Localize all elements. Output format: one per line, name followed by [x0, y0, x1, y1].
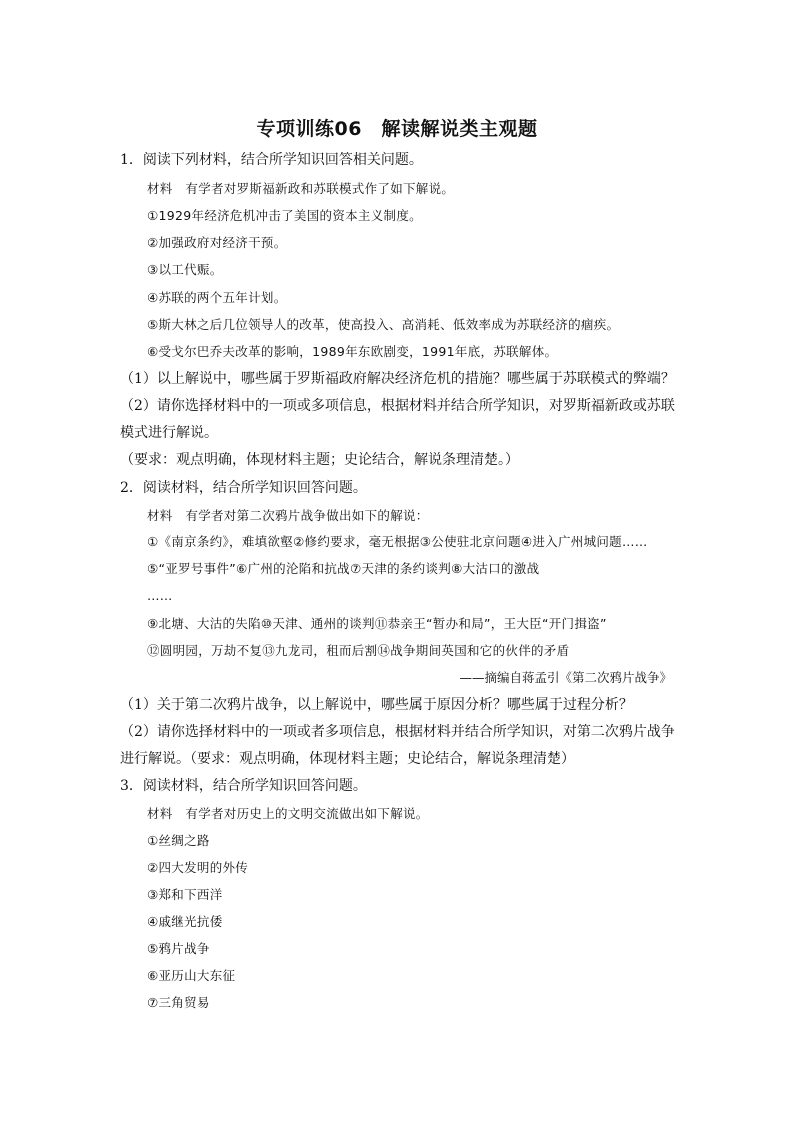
q2-material-line: ①《南京条约》，难填欲壑②修约要求，毫无根据③公使驻北京问题④进入广州城问题…… — [147, 534, 648, 549]
q2-material-line: …… — [147, 588, 173, 603]
q2-material-line: ⑤“亚罗号事件”⑥广州的沦陷和抗战⑦天津的条约谈判⑧大沽口的激战 — [147, 561, 540, 576]
q1-subquestion-1: （1）以上解说中，哪些属于罗斯福政府解决经济危机的措施？哪些属于苏联模式的弊端？ — [120, 371, 675, 387]
q1-material-intro: 材料 有学者对罗斯福新政和苏联模式作了如下解说。 — [147, 181, 455, 196]
q3-item: ①丝绸之路 — [147, 833, 210, 848]
q2-stem: 2．阅读材料，结合所学知识回答问题。 — [120, 480, 367, 496]
q3-item: ⑥亚历山大东征 — [147, 968, 236, 983]
q1-item: ⑥受戈尔巴乔夫改革的影响，1989年东欧剧变，1991年底，苏联解体。 — [147, 344, 558, 359]
q3-material-intro: 材料 有学者对历史上的文明交流做出如下解说。 — [147, 806, 429, 821]
q1-item: ②加强政府对经济干预。 — [147, 235, 287, 250]
q1-subquestion-2: （2）请你选择材料中的一项或多项信息，根据材料并结合所学知识，对罗斯福新政或苏联 — [120, 398, 675, 414]
q2-source: ——摘编自蒋孟引《第二次鸦片战争》 — [459, 670, 672, 685]
q2-subquestion-2-cont: 进行解说。（要求：观点明确，体现材料主题；史论结合，解说条理清楚） — [120, 751, 575, 767]
q1-subquestion-2-cont: 模式进行解说。 — [120, 425, 218, 441]
q1-item: ③以工代赈。 — [147, 262, 223, 277]
page-title: 专项训练06 解读解说类主观题 — [256, 118, 538, 140]
q2-subquestion-2: （2）请你选择材料中的一项或者多项信息，根据材料并结合所学知识，对第二次鸦片战争 — [120, 724, 675, 740]
q1-requirement: （要求：观点明确，体现材料主题；史论结合，解说条理清楚。） — [120, 452, 519, 468]
q2-subquestion-1: （1）关于第二次鸦片战争，以上解说中，哪些属于原因分析？哪些属于过程分析？ — [120, 697, 633, 713]
q2-material-intro: 材料 有学者对第二次鸦片战争做出如下的解说： — [147, 508, 429, 523]
q1-stem: 1．阅读下列材料，结合所学知识回答相关问题。 — [120, 152, 423, 168]
q1-item: ⑤斯大林之后几位领导人的改革，使高投入、高消耗、低效率成为苏联经济的痼疾。 — [147, 317, 620, 332]
q2-material-line: ⑨北塘、大沽的失陷⑩天津、通州的谈判⑪恭亲王“暂办和局”，王大臣“开门揖盗” — [147, 616, 607, 631]
q3-item: ⑤鸦片战争 — [147, 941, 210, 956]
q2-material-line: ⑫圆明园，万劫不复⑬九龙司，租而后割⑭战争期间英国和它的伙伴的矛盾 — [147, 643, 570, 658]
q3-item: ③郑和下西洋 — [147, 887, 223, 902]
q3-item: ④戚继光抗倭 — [147, 914, 223, 929]
q3-item: ⑦三角贸易 — [147, 995, 210, 1010]
q1-item: ④苏联的两个五年计划。 — [147, 290, 287, 305]
q3-stem: 3．阅读材料，结合所学知识回答问题。 — [120, 778, 367, 794]
q1-item: ①1929年经济危机冲击了美国的资本主义制度。 — [147, 208, 422, 223]
q3-item: ②四大发明的外传 — [147, 860, 249, 875]
